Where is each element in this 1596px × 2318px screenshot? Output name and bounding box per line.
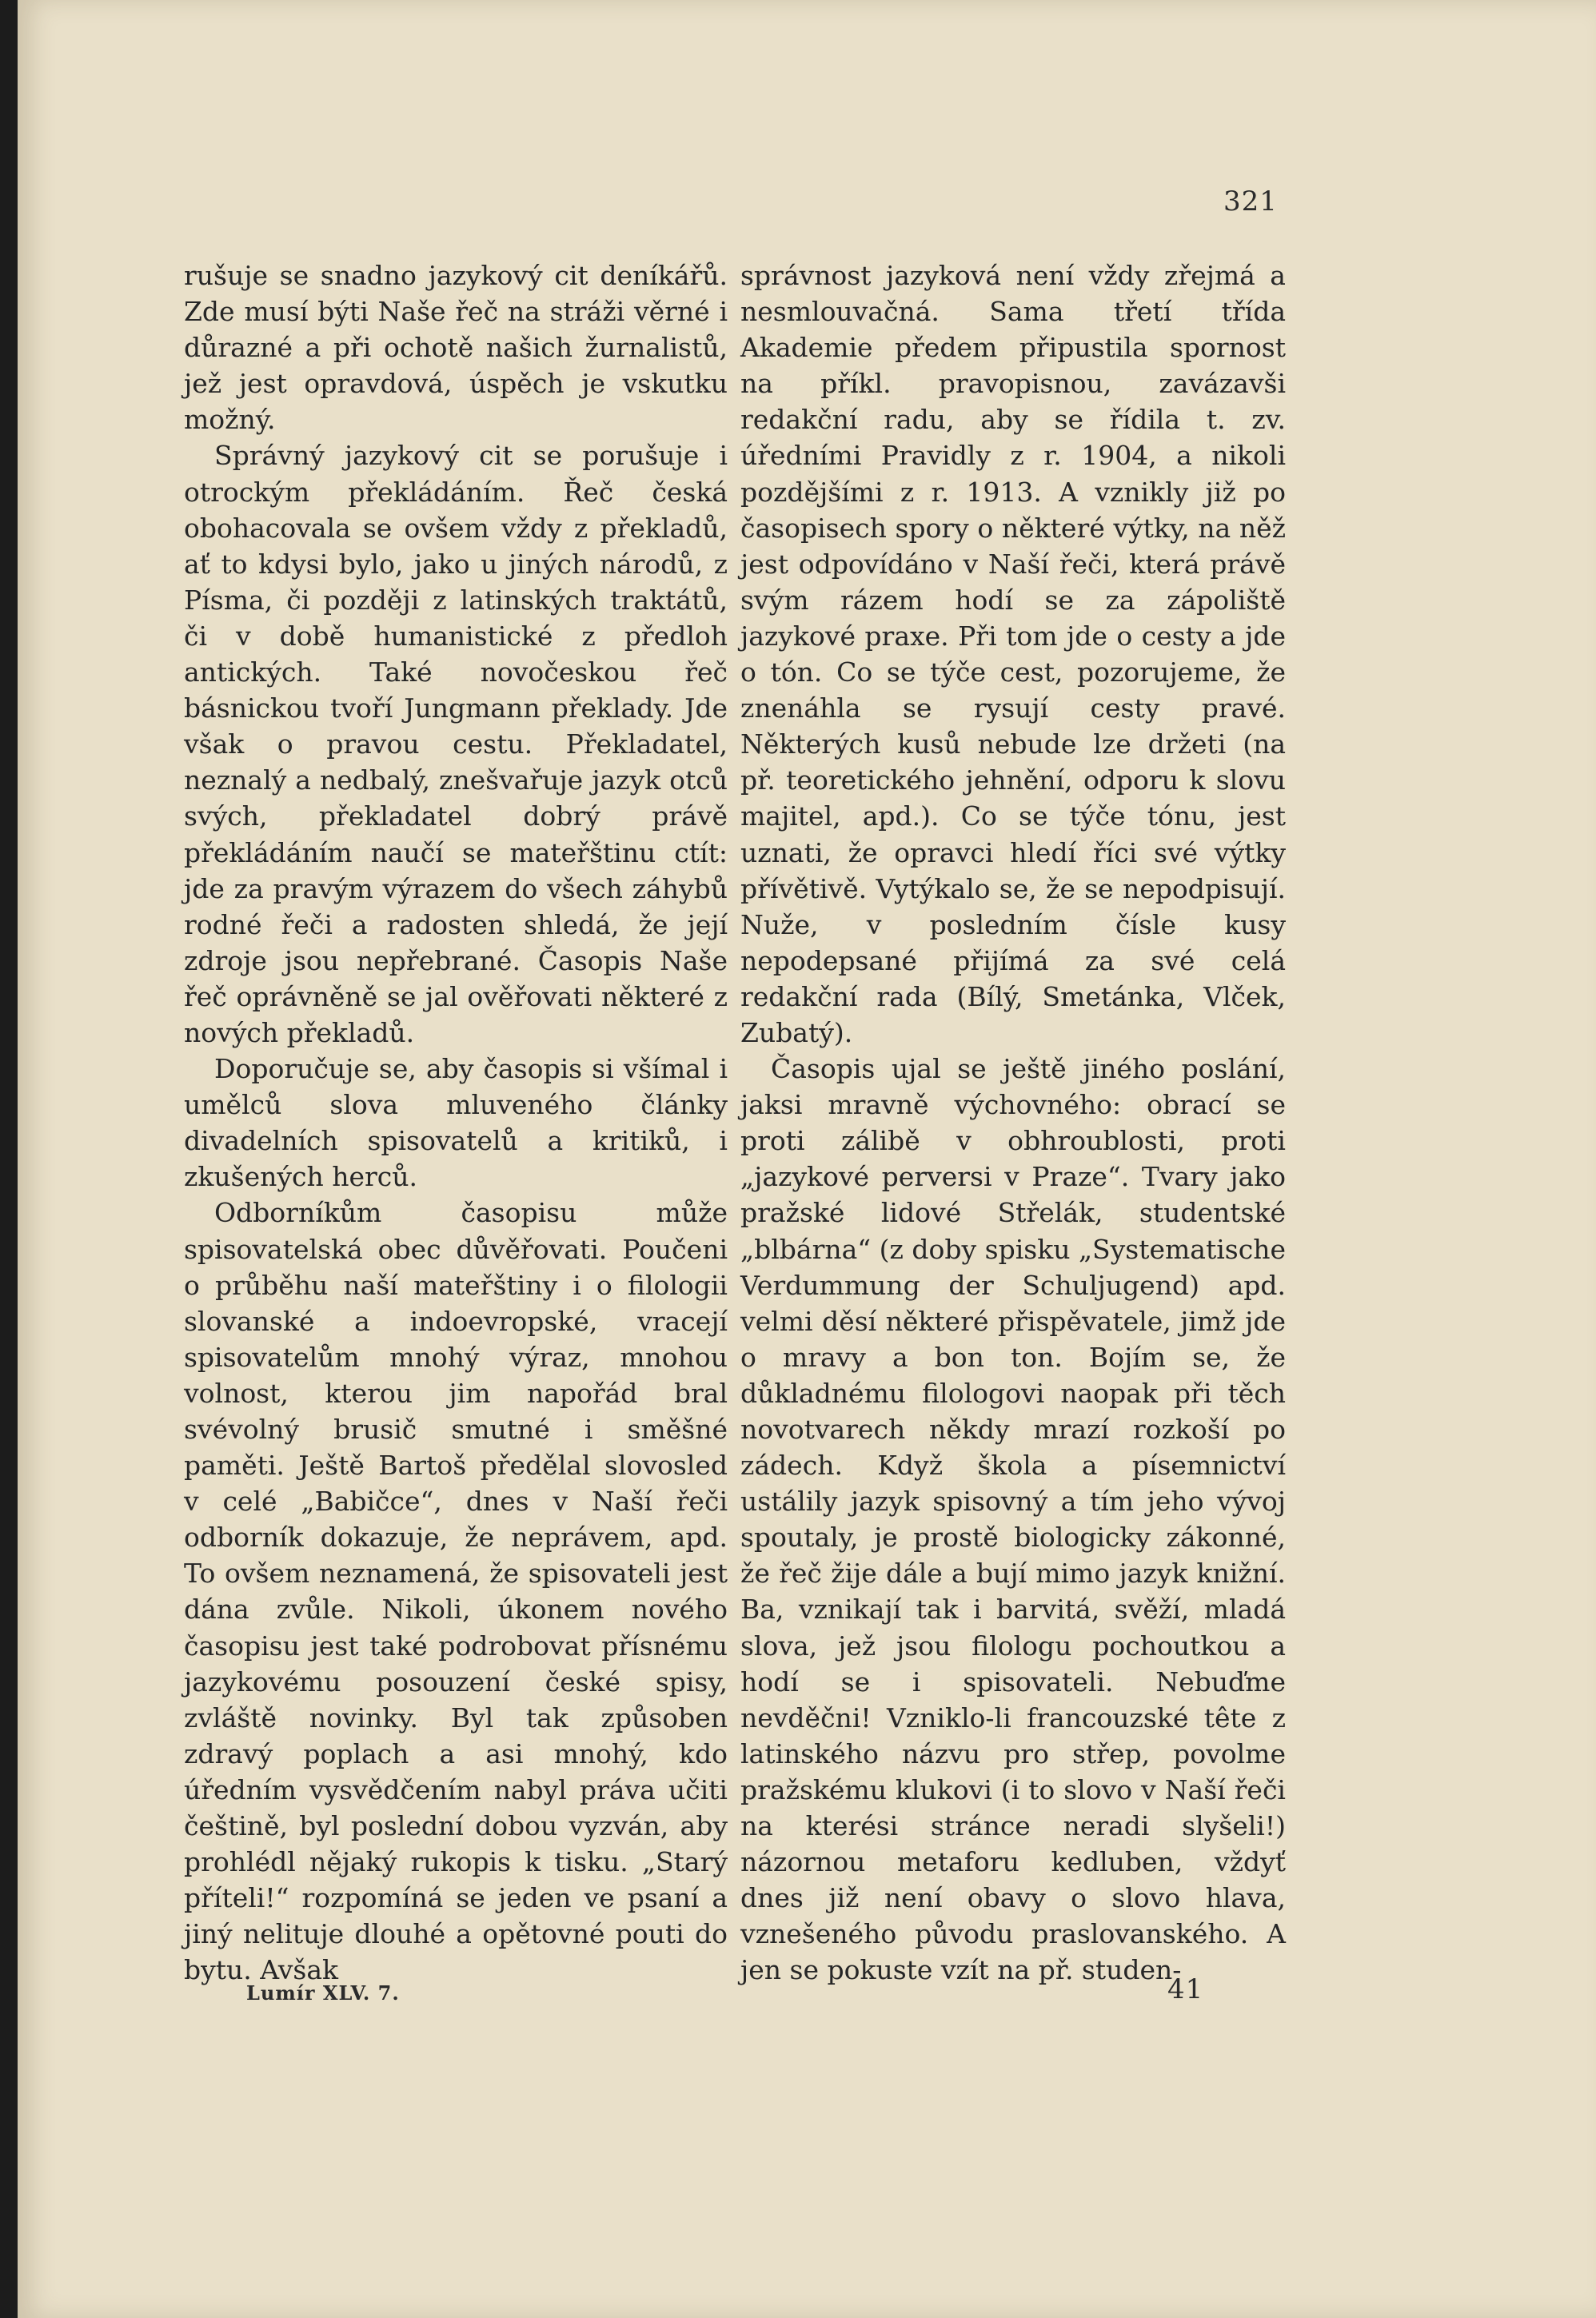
left-column [184,257,728,1989]
paragraph: rušuje se snadno jazykový cit deníkářů. Zde musí býti Naše řeč na stráži věrné i důrazné a při ochotě našich žurnalistů, jež jest opravdová, úspěch je vskutku možný. [184,260,728,436]
paragraph: Doporučuje se, aby časopis si všímal i umělců slova mluveného články divadelních spisovatelů a kritiků, i zkušených herců. [184,1053,728,1193]
right-column [740,257,1286,1989]
book-page [18,0,1596,2318]
footer-signature: Lumír XLV. 7. [246,1981,400,2005]
paragraph: Odborníkům časopisu může spisovatelská obec důvěřovati. Poučeni o průběhu naší mateřštiny i o filologii slovanské a indoevropské, vracejí spisovatelům mnohý výraz, mnohou volnost, kterou jim napořád bral svévolný brusič smutné i směšné paměti. Ještě Bartoš předělal slovosled v celé „Babičce“, dnes v Naší řeči odborník dokazuje, že neprávem, apd. To ovšem neznamená, že spisovateli jest dána zvůle. Nikoli, úkonem nového časopisu jest také podrobovat přísnému jazykovému posouzení české spisy, zvláště novinky. Byl tak způsoben zdravý poplach a asi mnohý, kdo úředním vysvědčením nabyl práva učiti češtině, byl poslední dobou vyzván, aby prohlédl nějaký rukopis k tisku. „Starý příteli!“ rozpomíná se jeden ve psaní a jiný nelituje dlouhé a opětovné pouti do bytu. Avšak [184,1197,728,1986]
footer-sheet-number: 41 [1167,1973,1204,2005]
page-number: 321 [1223,186,1278,217]
paragraph: správnost jazyková není vždy zřejmá a nesmlouvačná. Sama třetí třída Akademie předem připustila spornost na příkl. pravopisnou, zavázavši redakční radu, aby se řídila t. zv. úředními Pravidly z r. 1904, a nikoli pozdějšími z r. 1913. A vznikly již po časopisech spory o některé výtky, na něž jest odpovídáno v Naší řeči, která právě svým rázem hodí se za zápoliště jazykové praxe. Při tom jde o cesty a jde o tón. Co se týče cest, pozorujeme, že znenáhla se rysují cesty pravé. Některých kusů nebude lze držeti (na př. teoretického jehnění, odporu k slovu majitel, apd.). Co se týče tónu, jest uznati, že opravci hledí říci své výtky přívětivě. Vytýkalo se, že se nepodpisují. Nuže, v posledním čísle kusy nepodepsané přijímá za své celá redakční rada (Bílý, Smetánka, Vlček, Zubatý). [740,260,1286,1048]
paragraph: Správný jazykový cit se porušuje i otrockým překládáním. Řeč česká obohacovala se ovšem vždy z překladů, ať to kdysi bylo, jako u jiných národů, z Písma, či později z latinských traktátů, či v době humanistické z předloh antických. Také novočeskou řeč básnickou tvoří Jungmann překlady. Jde však o pravou cestu. Překladatel, neznalý a nedbalý, znešvařuje jazyk otců svých, překladatel dobrý právě překládáním naučí se mateřštinu ctít: jde za pravým výrazem do všech záhybů rodné řeči a radosten shledá, že její zdroje jsou nepřebrané. Časopis Naše řeč oprávněně se jal ověřovati některé z nových překladů. [184,440,728,1048]
paragraph: Časopis ujal se ještě jiného poslání, jaksi mravně výchovného: obrací se proti zálibě v obhroublosti, proti „jazykové perversi v Praze“. Tvary jako pražské lidové Střelák, studentské „blbárna“ (z doby spisku „Systematische Verdummung der Schuljugend) apd. velmi děsí některé přispěvatele, jimž jde o mravy a bon ton. Bojím se, že důkladnému filologovi naopak při těch novotvarech někdy mrazí rozkoší po zádech. Když škola a písemnictví ustálily jazyk spisovný a tím jeho vývoj spoutaly, je prostě biologicky zákonné, že řeč žije dále a bují mimo jazyk knižní. Ba, vznikají tak i barvitá, svěží, mladá slova, jež jsou filologu pochoutkou a hodí se i spisovateli. Nebuďme nevděčni! Vzniklo-li francouzské tête z latinského názvu pro střep, povolme pražskému klukovi (i to slovo v Naší řeči na kterési stránce neradi slyšeli!) názornou metaforu kedluben, vždyť dnes již není obavy o slovo hlava, vznešeného původu praslovanského. A jen se pokuste vzít na př. studen- [740,1053,1286,1986]
